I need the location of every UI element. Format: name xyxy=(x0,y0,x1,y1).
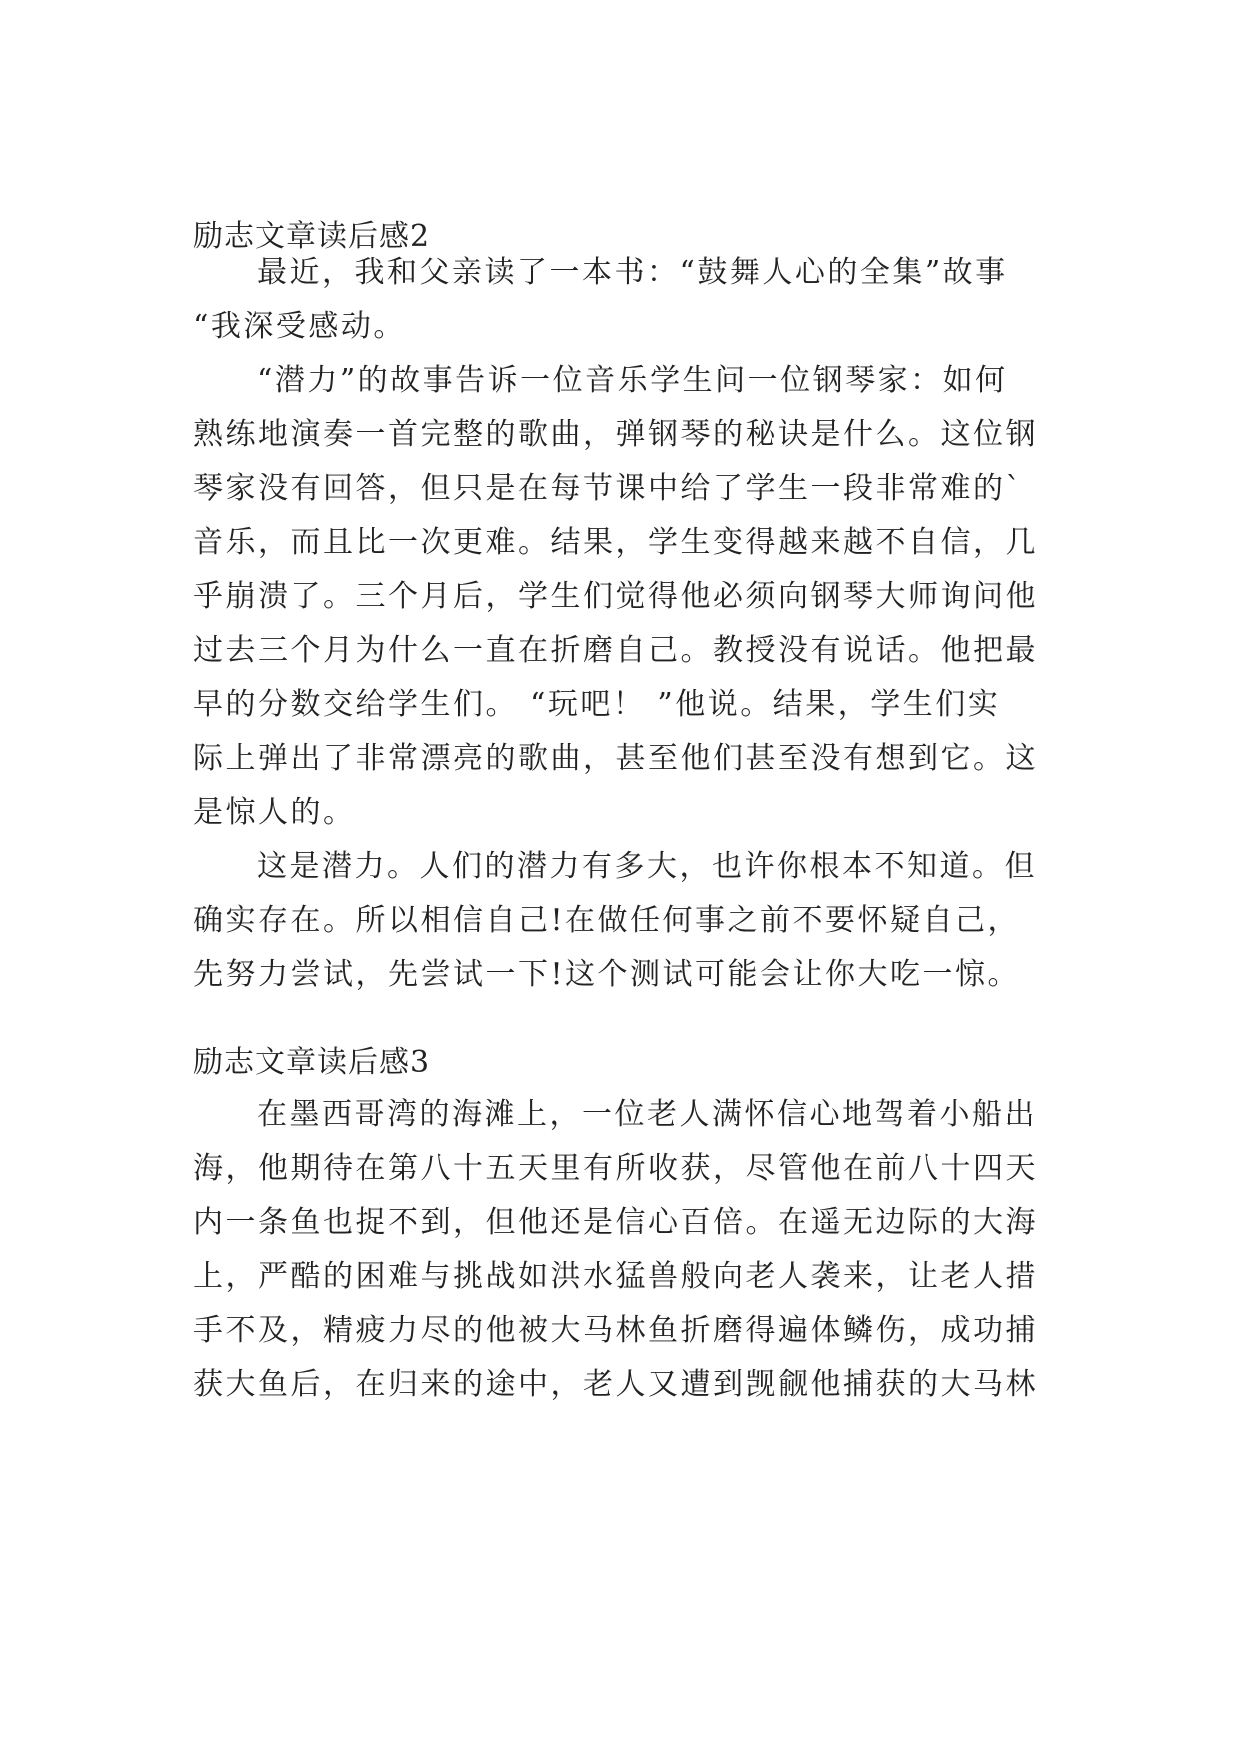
paragraph-line: 海，他期待在第八十五天里有所收获，尽管他在前八十四天 xyxy=(193,1151,1038,1186)
section-heading: 励志文章读后感2 xyxy=(193,219,431,254)
paragraph-line: 际上弹出了非常漂亮的歌曲，甚至他们甚至没有想到它。这 xyxy=(193,741,1038,776)
paragraph-line: “潜力”的故事告诉一位音乐学生问一位钢琴家：如何 xyxy=(257,363,1008,398)
paragraph-line: 熟练地演奏一首完整的歌曲，弹钢琴的秘诀是什么。这位钢 xyxy=(193,417,1038,452)
paragraph-line: 手不及，精疲力尽的他被大马林鱼折磨得遍体鳞伤，成功捕 xyxy=(193,1313,1038,1348)
paragraph-line: 上，严酷的困难与挑战如洪水猛兽般向老人袭来，让老人措 xyxy=(193,1259,1038,1294)
paragraph-line: 音乐，而且比一次更难。结果，学生变得越来越不自信，几 xyxy=(193,525,1038,560)
paragraph-line: 获大鱼后，在归来的途中，老人又遭到觊觎他捕获的大马林 xyxy=(193,1367,1038,1402)
paragraph-line: 乎崩溃了。三个月后，学生们觉得他必须向钢琴大师询问他 xyxy=(193,579,1038,614)
paragraph-line: 早的分数交给学生们。 “玩吧！ ”他说。结果，学生们实 xyxy=(193,687,1001,722)
paragraph-line: 琴家没有回答，但只是在每节课中给了学生一段非常难的` xyxy=(193,471,1023,506)
paragraph-line: 是惊人的。 xyxy=(193,795,356,830)
paragraph-line: 在墨西哥湾的海滩上，一位老人满怀信心地驾着小船出 xyxy=(257,1097,1037,1132)
paragraph-line: 过去三个月为什么一直在折磨自己。教授没有说话。他把最 xyxy=(193,633,1038,668)
paragraph-line: 这是潜力。人们的潜力有多大，也许你根本不知道。但 xyxy=(257,849,1037,884)
paragraph-line: 确实存在。所以相信自己!在做任何事之前不要怀疑自己， xyxy=(193,903,1021,938)
paragraph-line: 最近，我和父亲读了一本书：“鼓舞人心的全集”故事 xyxy=(257,255,1008,290)
section-heading: 励志文章读后感3 xyxy=(193,1045,431,1080)
paragraph-line: “我深受感动。 xyxy=(193,309,406,344)
paragraph-line: 内一条鱼也捉不到，但他还是信心百倍。在遥无边际的大海 xyxy=(193,1205,1038,1240)
paragraph-line: 先努力尝试，先尝试一下!这个测试可能会让你大吃一惊。 xyxy=(193,957,1021,992)
